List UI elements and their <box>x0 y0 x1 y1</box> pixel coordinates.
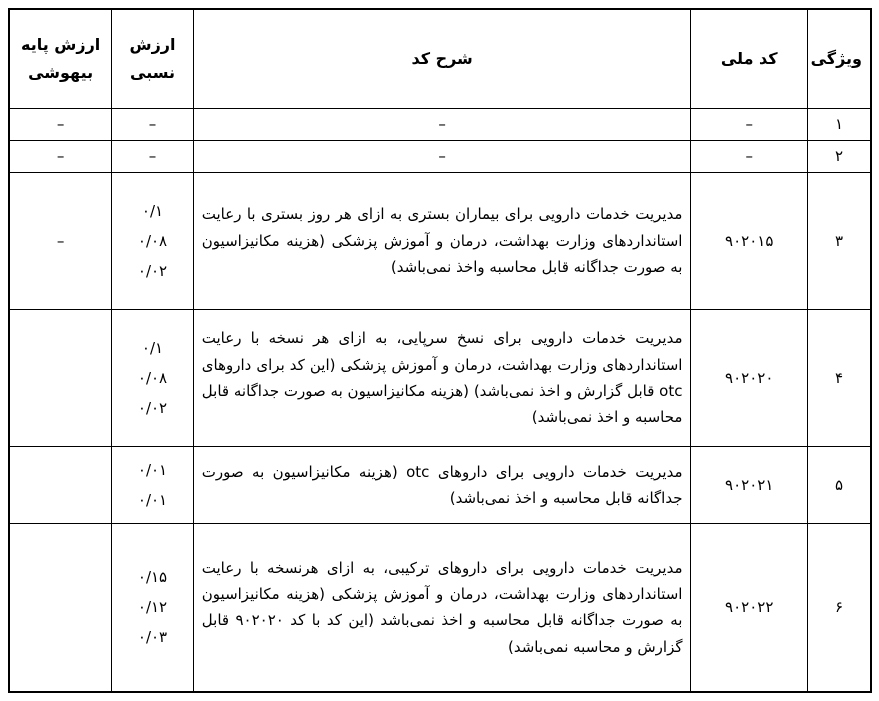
table-row <box>9 309 871 446</box>
header-base-value: ارزش پایه بیهوشی <box>9 9 112 108</box>
cell-relative: – <box>112 140 194 172</box>
relative-value: ۰/۱ <box>141 338 164 357</box>
cell-description: – <box>193 140 691 172</box>
cell-feature: ۳ <box>807 172 871 309</box>
cell-base: – <box>9 108 112 140</box>
table-header-row <box>9 9 871 108</box>
cell-feature: ۱ <box>807 108 871 140</box>
cell-feature: ۴ <box>807 309 871 446</box>
cell-base <box>9 446 112 523</box>
cell-feature: ۲ <box>807 140 871 172</box>
cell-base: – <box>9 172 112 309</box>
cell-description: مدیریت خدمات دارویی برای نسخ سرپایی، به ازای هر نسخه با رعایت استانداردهای وزارت بهداشت، درمان و آموزش پزشکی (این کد برای داروهای otc قابل گزارش و اخذ نمی‌باشد) (هزینه مکانیزاسیون به صورت جداگانه قابل محاسبه و اخذ نمی‌باشد) <box>193 309 691 446</box>
relative-value: ۰/۱۲ <box>137 598 168 617</box>
cell-code: – <box>691 108 807 140</box>
table-row <box>9 446 871 523</box>
cell-base <box>9 523 112 692</box>
header-description: شرح کد <box>193 9 691 108</box>
cell-relative <box>112 446 194 523</box>
cell-description: مدیریت خدمات دارویی برای داروهای ترکیبی، به ازای هرنسخه با رعایت استانداردهای وزارت بهداشت، درمان و آموزش پزشکی (هزینه مکانیزاسیون به صورت جداگانه قابل محاسبه و اخذ نمی‌باشد (این کد با کد ۹۰۲۰۲۰ قابل گزارش و محاسبه نمی‌باشد) <box>193 523 691 692</box>
cell-description: مدیریت خدمات دارویی برای داروهای otc (هزینه مکانیزاسیون به صورت جداگانه قابل محاسبه و اخذ نمی‌باشد) <box>193 446 691 523</box>
header-national-code: کد ملی <box>691 9 807 108</box>
header-relative-value: ارزش نسبی <box>112 9 194 108</box>
relative-value: ۰/۰۲ <box>137 398 168 417</box>
relative-value: ۰/۰۱ <box>137 460 168 479</box>
relative-value: ۰/۰۱ <box>137 490 168 509</box>
cell-feature: ۵ <box>807 446 871 523</box>
table-row <box>9 140 871 172</box>
relative-value: ۰/۱ <box>141 201 164 220</box>
tariff-table <box>8 8 872 693</box>
cell-code: ۹۰۲۰۲۰ <box>691 309 807 446</box>
cell-base: – <box>9 140 112 172</box>
cell-relative <box>112 172 194 309</box>
cell-description: مدیریت خدمات دارویی برای بیماران بستری به ازای هر روز بستری با رعایت استانداردهای وزارت بهداشت، درمان و آموزش پزشکی (هزینه مکانیزاسیون به صورت جداگانه قابل محاسبه واخذ نمی‌باشد) <box>193 172 691 309</box>
relative-value: ۰/۰۲ <box>137 261 168 280</box>
relative-value: ۰/۰۸ <box>137 231 168 250</box>
header-feature: ویژگی <box>807 9 871 108</box>
relative-value: ۰/۰۸ <box>137 368 168 387</box>
cell-relative <box>112 309 194 446</box>
cell-feature: ۶ <box>807 523 871 692</box>
cell-code: – <box>691 140 807 172</box>
cell-description: – <box>193 108 691 140</box>
cell-base <box>9 309 112 446</box>
table-row <box>9 172 871 309</box>
cell-relative: – <box>112 108 194 140</box>
relative-value: ۰/۱۵ <box>137 568 168 587</box>
cell-code: ۹۰۲۰۲۲ <box>691 523 807 692</box>
cell-code: ۹۰۲۰۱۵ <box>691 172 807 309</box>
cell-code: ۹۰۲۰۲۱ <box>691 446 807 523</box>
table-row <box>9 523 871 692</box>
relative-value: ۰/۰۳ <box>137 628 168 647</box>
table-row <box>9 108 871 140</box>
cell-relative <box>112 523 194 692</box>
